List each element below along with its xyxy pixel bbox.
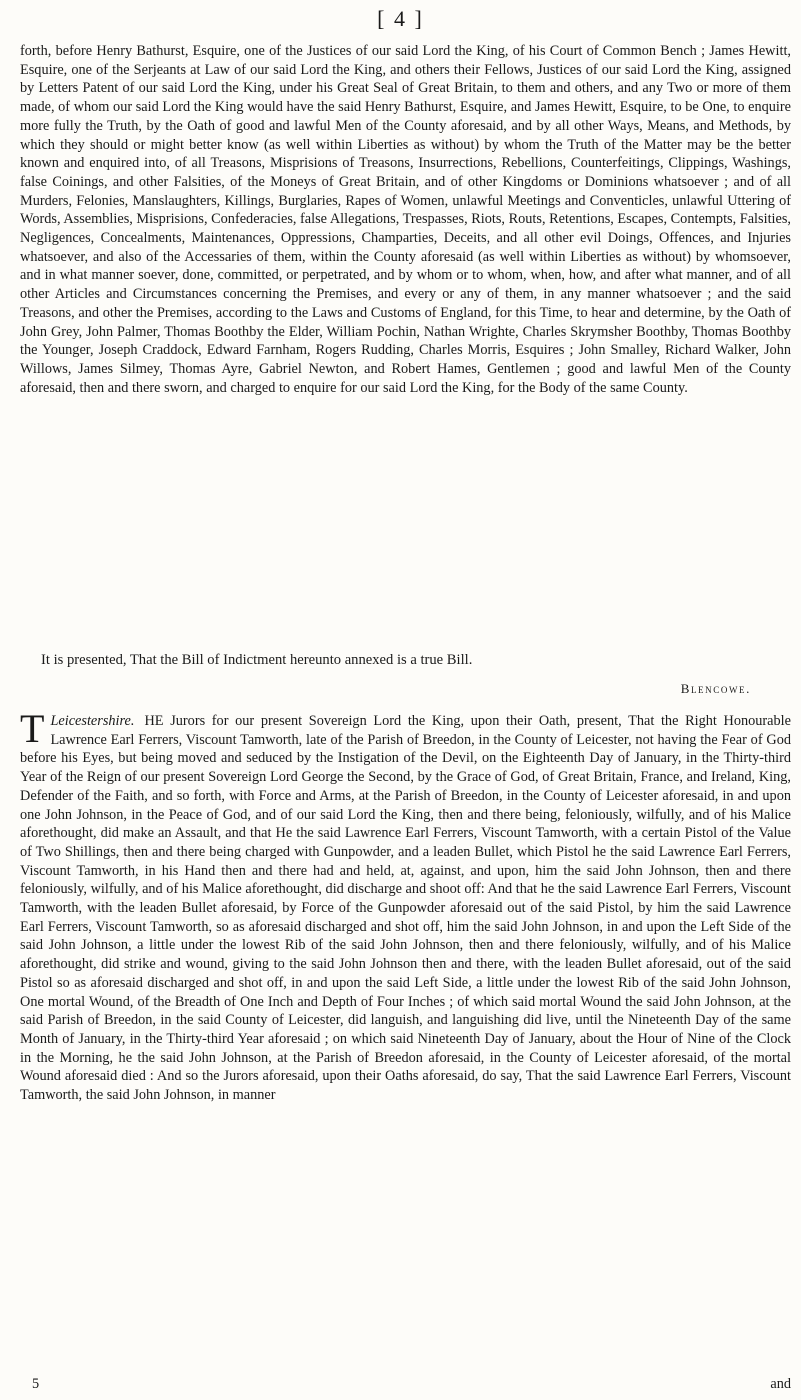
signature-mark: 5 [32,1376,40,1392]
venue-label: Leicestershire. [50,713,135,729]
paragraph-indictment [20,706,791,1105]
drop-cap: T [20,706,45,751]
paragraph-commission: forth, before Henry Bathurst, Esquire, one of the Justices of our said Lord the King, of his Court of Common Bench ; James Hewitt, Esquire, one of the Serjeants at Law of our said Lord the King, and others their Fellows, Justices of our said Lord the King, assigned by Letters Patent of our said Lord the King, under his Great Seal of Great Britain, to them and others, and any Two or more of them made, of whom our said Lord the King would have the said Henry Bathurst, Esquire, and James Hewitt, Esquire, to be One, to enquire more fully the Truth, by the Oath of good and lawful Men of the County aforesaid, and by all other Ways, Means, and Methods, by which they should or might better know (as well within Liberties as without) by whom the Truth of the Matter may be the better known and enquired into, of all Treasons, Misprisions of Treasons, Insurrections, Rebellions, Counterfeitings, Clippings, Washings, false Coinings, and other Falsities, of the Moneys of Great Britain, and of other Kingdoms or Dominions whatsoever ; and of all Murders, Felonies, Manslaughters, Killings, Burglaries, Rapes of Women, unlawful Meetings and Conventicles, unlawful Uttering of Words, Assemblies, Misprisions, Confederacies, false Allegations, Trespasses, Riots, Routs, Retentions, Escapes, Contempts, Falsities, Negligences, Concealments, Maintenances, Oppressions, Champarties, Deceits, and all other evil Doings, Offences, and Injuries whatsoever, and also of the Accessaries of them, within the County aforesaid (as well within Liberties as without) by whomsoever, and in what manner soever, done, committed, or perpetrated, and by whom or to whom, when, how, and after what manner, and of all other Articles and Circumstances concerning the Premises, and every or any of them, in any manner whatsoever ; and the said Treasons, and other the Premises, according to the Laws and Customs of England, for this Time, to hear and determine, by the Oath of John Grey, John Palmer, Thomas Boothby the Elder, William Pochin, Nathan Wrighte, Charles Skrymsher Boothby, Thomas Boothby the Younger, Joseph Craddock, Edward Farnham, Rogers Rudding, Charles Morris, Esquires ; John Smalley, Richard Walker, John Willows, James Silmey, Thomas Ayre, Gabriel Newton, and Robert Hames, Gentlemen ; good and lawful Men of the County aforesaid, then and there sworn, and charged to enquire for our said Lord the King, for the Body of the same County. [20,43,791,396]
catchword: and [770,1376,791,1392]
paragraph-true-bill: It is presented, That the Bill of Indictment hereunto annexed is a true Bill. [41,652,473,668]
indictment-text: HE Jurors for our present Sovereign Lord the King, upon their Oath, present, That the Right Honourable Lawrence Earl Ferrers, Viscount Tamworth, late of the Parish of Breedon, in the County of Leicester, not having the Fear of God before his Eyes, but being moved and seduced by the Instigation of the Devil, on the Eighteenth Day of January, in the Thirty-third Year of the Reign of our present Sovereign Lord George the Second, by the Grace of God, of Great Britain, France, and Ireland, King, Defender of the Faith, and so forth, with Force and Arms, at the Parish of Breedon, in the County of Leicester aforesaid, in and upon one John Johnson, in the Peace of God, and of our said Lord the King, then and there being, feloniously, wilfully, and of his Malice aforethought, did make an Assault, and that He the said Lawrence Earl Ferrers, Viscount Tamworth, with a certain Pistol of the Value of Two Shillings, then and there being charged with Gunpowder, and a leaden Bullet, which Pistol he the said Lawrence Earl Ferrers, Viscount Tamworth, in his Hand then and there had and held, at, against, and upon, him the said John Johnson, then and there feloniously, wilfully, and of his Malice aforethought, did discharge and shoot off: And that he the said Lawrence Earl Ferrers, Viscount Tamworth, with the leaden Bullet aforesaid, by Force of the Gunpowder aforesaid out of the said Pistol, by him the said Lawrence Earl Ferrers, Viscount Tamworth, so as aforesaid discharged and shot off, him the said John Johnson, in and upon the Left Side of the said John Johnson, a little under the lowest Rib of the said John Johnson, then and there feloniously, wilfully, and of his Malice aforethought, did strike and wound, giving to the said John Johnson then and there, with the leaden Bullet aforesaid, out of the said Pistol so as aforesaid discharged and shot off, in and upon the said Left Side, a little under the lowest Rib of the said John Johnson, One mortal Wound, of the Breadth of One Inch and Depth of Four Inches ; of which said mortal Wound the said John Johnson, at the said Parish of Breedon, in the said County of Leicester, did languish, and languishing did live, until the Nineteenth Day of the same Month of January, in the Thirty-third Year aforesaid ; on which said Nineteenth Day of January, about the Hour of Nine of the Clock in the Morning, he the said John Johnson, at the Parish of Breedon aforesaid, in the County of Leicester aforesaid, of the mortal Wound aforesaid died : And so the Jurors aforesaid, upon their Oaths aforesaid, do say, That the said Lawrence Earl Ferrers, Viscount Tamworth, the said John Johnson, in manner [20,713,791,1104]
signature-blencowe: Blencowe. [680,681,751,696]
page-number: [ 4 ] [377,6,424,31]
